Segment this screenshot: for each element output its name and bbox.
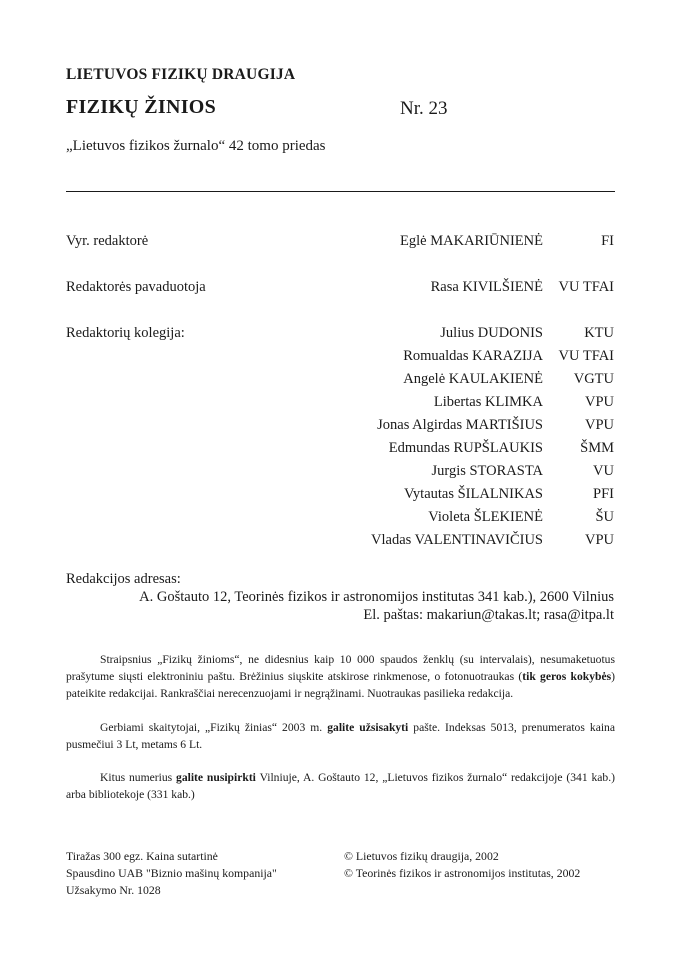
board-member-inst: VPU — [584, 532, 614, 548]
chief-editor-role: Vyr. redaktorė — [66, 233, 149, 249]
notice-text: pašte. Indeksas 5013, prenumeratos kaina pusmečiui 3 Lt, metams 6 Lt. — [66, 721, 616, 751]
board-member-name: Angelė KAULAKIENĖ — [403, 371, 543, 387]
address-line: A. Goštauto 12, Teorinės fizikos ir astronomijos institutas 341 kab.), 2600 Vilnius — [139, 589, 614, 605]
deputy-editor-name: Rasa KIVILŠIENĖ — [430, 279, 543, 295]
print-info — [66, 848, 277, 899]
copyright-line: © Teorinės fizikos ir astronomijos institutas, 2002 — [344, 866, 581, 880]
society-name: LIETUVOS FIZIKŲ DRAUGIJA — [66, 66, 296, 83]
supplement-note: „Lietuvos fizikos žurnalo“ 42 tomo priedas — [66, 138, 326, 154]
board-member-inst: ŠU — [595, 509, 614, 525]
board-member-name: Romualdas KARAZIJA — [403, 348, 543, 364]
subscription-notice — [66, 719, 615, 753]
address-label: Redakcijos adresas: — [66, 571, 181, 587]
editorial-board-label: Redaktorių kolegija: — [66, 325, 185, 341]
board-member-name: Edmundas RUPŠLAUKIS — [388, 440, 543, 456]
board-member-name: Jurgis STORASTA — [431, 463, 543, 479]
notice-text: Kitus numerius — [100, 771, 177, 784]
board-member-name: Vladas VALENTINAVIČIUS — [371, 532, 543, 548]
notice-text: Vilniuje, A. Goštauto 12, „Lietuvos fizikos žurnalo“ redakcijoje (341 kab.) arba bibliotekoje (331 kab.) — [66, 771, 615, 801]
deputy-editor-role: Redaktorės pavaduotoja — [66, 279, 206, 295]
board-member-inst: KTU — [584, 325, 614, 341]
notice-text: ) pateikite redakcijai. Rankraščiai nerecenzuojami ir negrąžinami. Nuotraukas pasilieka redakcija. — [66, 670, 615, 700]
board-member-inst: VU TFAI — [558, 348, 614, 364]
copyright-line: © Lietuvos fizikų draugija, 2002 — [344, 849, 499, 863]
deputy-editor-inst: VU TFAI — [558, 279, 614, 295]
header-divider — [66, 191, 615, 192]
board-member-name: Violeta ŠLEKIENĖ — [428, 509, 543, 525]
board-member-name: Libertas KLIMKA — [433, 394, 543, 410]
notice-text: Straipsnius „Fizikų žinioms“, ne didesnius kaip 10 000 spaudos ženklų (su intervalais), nesumaketuotus prašytume siųsti elektroniniu paštu. Brėžinius siųskite atskirose rinkmenose, o fotonuotraukas ( — [66, 653, 615, 683]
board-member-name: Vytautas ŠILALNIKAS — [404, 486, 543, 502]
issue-number: Nr. 23 — [400, 98, 448, 119]
journal-title: FIZIKŲ ŽINIOS — [66, 96, 217, 118]
order-number: Užsakymo Nr. 1028 — [66, 883, 161, 897]
print-run: Tiražas 300 egz. Kaina sutartinė — [66, 849, 218, 863]
board-member-name: Jonas Algirdas MARTIŠIUS — [377, 417, 543, 433]
board-member-inst: VPU — [584, 394, 614, 410]
copyright-info — [344, 848, 580, 882]
submission-notice — [66, 651, 615, 702]
purchase-notice — [66, 769, 615, 803]
board-member-inst: VGTU — [573, 371, 614, 387]
chief-editor-inst: FI — [601, 233, 614, 249]
notice-emphasis: tik geros kokybės — [522, 670, 612, 683]
notice-emphasis: galite užsisakyti — [327, 721, 409, 734]
chief-editor-name: Eglė MAKARIŪNIENĖ — [400, 233, 543, 249]
printer: Spausdino UAB "Biznio mašinų kompanija" — [66, 866, 277, 880]
board-member-inst: ŠMM — [580, 440, 614, 456]
board-member-inst: PFI — [593, 486, 614, 502]
board-member-name: Julius DUDONIS — [440, 325, 543, 341]
board-member-inst: VPU — [584, 417, 614, 433]
notice-text: Gerbiami skaitytojai, „Fizikų žinias“ 2003 m. — [100, 721, 328, 734]
email-line: El. paštas: makariun@takas.lt; rasa@itpa.lt — [363, 607, 614, 623]
notice-emphasis: galite nusipirkti — [176, 771, 256, 784]
board-member-inst: VU — [593, 463, 614, 479]
